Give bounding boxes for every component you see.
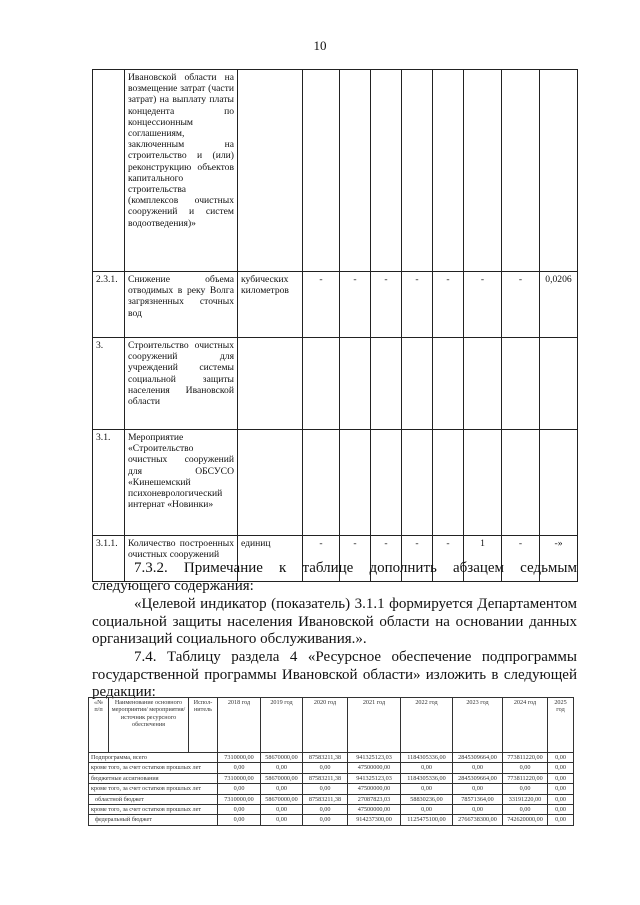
indicator-value: 0,0206 <box>540 272 578 338</box>
indicator-value <box>402 70 433 272</box>
indicator-value: - <box>433 536 464 582</box>
resource-label: федеральный бюджет <box>89 815 218 825</box>
resource-value: 58830236,00 <box>401 794 453 804</box>
indicator-value: 1 <box>464 536 502 582</box>
resource-value: 47500000,00 <box>348 763 401 773</box>
resources-table <box>88 697 574 826</box>
indicator-value: - <box>340 536 371 582</box>
indicator-value <box>340 338 371 430</box>
resource-label: областной бюджет <box>89 794 218 804</box>
resource-row <box>89 763 574 773</box>
resource-label: кроме того, за счет остатков прошлых лет <box>89 805 218 815</box>
page-number: 10 <box>313 38 327 53</box>
indicator-value: - <box>433 272 464 338</box>
indicator-value <box>340 430 371 536</box>
resource-value: 1184305336,00 <box>401 773 453 783</box>
resource-value: 0,00 <box>453 784 503 794</box>
indicator-name: Мероприятие «Строительство очистных сооружений для ОБСУСО «Кинешемский психоневрологический интернат «Новинки» <box>125 430 238 536</box>
resource-value: 0,00 <box>261 805 303 815</box>
resource-value: 0,00 <box>303 784 348 794</box>
indicator-value: - <box>303 536 340 582</box>
indicator-id: 2.3.1. <box>93 272 125 338</box>
indicator-value: - <box>502 536 540 582</box>
resource-value: 0,00 <box>548 784 574 794</box>
resource-value: 87583211,38 <box>303 794 348 804</box>
resource-value: 0,00 <box>218 784 261 794</box>
header-2019: 2019 год <box>261 698 303 753</box>
indicator-row <box>93 70 578 272</box>
indicator-value <box>433 70 464 272</box>
indicator-value <box>502 70 540 272</box>
indicator-unit <box>238 70 303 272</box>
indicator-value <box>540 70 578 272</box>
resource-row <box>89 815 574 825</box>
resource-row <box>89 753 574 763</box>
header-2021: 2021 год <box>348 698 401 753</box>
resource-value: 1125475100,00 <box>401 815 453 825</box>
indicator-value <box>371 338 402 430</box>
indicator-value <box>303 70 340 272</box>
indicator-unit <box>238 338 303 430</box>
resource-value: 1184305336,00 <box>401 753 453 763</box>
resource-value: 0,00 <box>218 763 261 773</box>
resource-value: 47500000,00 <box>348 805 401 815</box>
indicators-table <box>92 69 578 582</box>
resource-value: 58670000,00 <box>261 794 303 804</box>
paragraph-quote: «Целевой индикатор (показатель) 3.1.1 формируется Департаментом социальной защиты населения Ивановской области на основании данных организаций социального обслуживания.». <box>92 596 577 647</box>
resource-value: 78571364,00 <box>453 794 503 804</box>
indicator-value <box>540 430 578 536</box>
indicator-id: 3. <box>93 338 125 430</box>
indicator-row <box>93 338 578 430</box>
resource-value: 2845309664,00 <box>453 773 503 783</box>
paragraph-7-3-2: 7.3.2. Примечание к таблице дополнить абзацем седьмым следующего содержания: <box>92 560 577 594</box>
paragraph-7-4: 7.4. Таблицу раздела 4 «Ресурсное обеспечение подпрограммы государственной программы Ивановской области» изложить в следующей редакции: <box>92 649 577 700</box>
resource-value: 0,00 <box>548 805 574 815</box>
indicator-value: -» <box>540 536 578 582</box>
resource-value: 0,00 <box>303 763 348 773</box>
indicator-value <box>540 338 578 430</box>
resource-value: 773811220,00 <box>503 753 548 763</box>
indicator-value <box>371 430 402 536</box>
indicator-row <box>93 272 578 338</box>
indicator-value <box>340 70 371 272</box>
resources-header-row <box>89 698 574 753</box>
resource-value: 0,00 <box>303 805 348 815</box>
indicator-name: Строительство очистных сооружений для учреждений системы социальной защиты населения Ивановской области <box>125 338 238 430</box>
header-num: «№ п/п <box>89 698 109 753</box>
resource-value: 941325123,03 <box>348 773 401 783</box>
indicator-value: - <box>371 272 402 338</box>
resource-value: 58670000,00 <box>261 753 303 763</box>
header-executor: Испол-нитель <box>189 698 218 753</box>
indicator-value <box>402 338 433 430</box>
indicator-id <box>93 70 125 272</box>
indicator-value: - <box>402 536 433 582</box>
resource-value: 47500000,00 <box>348 784 401 794</box>
header-2025: 2025 год <box>548 698 574 753</box>
indicator-value <box>464 430 502 536</box>
resource-value: 0,00 <box>401 805 453 815</box>
resource-value: 7310000,00 <box>218 773 261 783</box>
resource-value: 0,00 <box>218 805 261 815</box>
resource-value: 0,00 <box>548 753 574 763</box>
indicator-unit: единиц <box>238 536 303 582</box>
resource-value: 33191220,00 <box>503 794 548 804</box>
resource-value: 87583211,38 <box>303 773 348 783</box>
indicator-value <box>502 338 540 430</box>
indicator-value: - <box>464 272 502 338</box>
resource-value: 0,00 <box>503 784 548 794</box>
indicator-value <box>464 338 502 430</box>
resource-value: 742620000,00 <box>503 815 548 825</box>
resource-row <box>89 805 574 815</box>
resource-value: 58670000,00 <box>261 773 303 783</box>
resource-value: 0,00 <box>548 763 574 773</box>
resource-value: 27087823,03 <box>348 794 401 804</box>
resource-value: 0,00 <box>218 815 261 825</box>
resource-value: 914237300,00 <box>348 815 401 825</box>
indicator-value <box>433 430 464 536</box>
indicator-name: Количество построенных очистных сооружений <box>125 536 238 582</box>
indicator-value: - <box>402 272 433 338</box>
resource-value: 0,00 <box>401 784 453 794</box>
resource-value: 7310000,00 <box>218 753 261 763</box>
indicator-id: 3.1.1. <box>93 536 125 582</box>
header-2022: 2022 год <box>401 698 453 753</box>
resource-label: Подпрограмма, всего <box>89 753 218 763</box>
resource-value: 0,00 <box>453 805 503 815</box>
resource-label: кроме того, за счет остатков прошлых лет <box>89 784 218 794</box>
resource-value: 0,00 <box>303 815 348 825</box>
indicator-name: Ивановской области на возмещение затрат (части затрат) на выплату платы концедента по концессионным соглашениям, заключенным на строительство и (или) реконструкцию объектов капитального строительства (комплексов очистных сооружений и систем водоотведения)» <box>125 70 238 272</box>
resource-row <box>89 773 574 783</box>
indicator-value: - <box>303 272 340 338</box>
resource-label: кроме того, за счет остатков прошлых лет <box>89 763 218 773</box>
header-2023: 2023 год <box>453 698 503 753</box>
resource-value: 87583211,38 <box>303 753 348 763</box>
indicator-value: - <box>340 272 371 338</box>
indicator-value: - <box>502 272 540 338</box>
resource-value: 0,00 <box>261 784 303 794</box>
indicator-unit: кубических километров <box>238 272 303 338</box>
indicator-id: 3.1. <box>93 430 125 536</box>
indicator-unit <box>238 430 303 536</box>
resource-value: 0,00 <box>503 805 548 815</box>
resource-value: 0,00 <box>503 763 548 773</box>
indicator-row <box>93 430 578 536</box>
indicator-value <box>303 430 340 536</box>
header-name: Наименование основного мероприятия/ мероприятия/ источник ресурсного обеспечения <box>109 698 189 753</box>
indicator-name: Снижение объема отводимых в реку Волга загрязненных сточных вод <box>125 272 238 338</box>
indicator-value <box>371 70 402 272</box>
resource-value: 2766738300,00 <box>453 815 503 825</box>
header-2024: 2024 год <box>503 698 548 753</box>
resource-label: бюджетные ассигнования <box>89 773 218 783</box>
resource-value: 0,00 <box>401 763 453 773</box>
header-2018: 2018 год <box>218 698 261 753</box>
resource-row <box>89 784 574 794</box>
header-2020: 2020 год <box>303 698 348 753</box>
indicator-value <box>502 430 540 536</box>
indicator-value <box>464 70 502 272</box>
resource-value: 0,00 <box>261 763 303 773</box>
indicator-value <box>303 338 340 430</box>
indicator-value: - <box>371 536 402 582</box>
indicator-value <box>402 430 433 536</box>
resource-value: 7310000,00 <box>218 794 261 804</box>
resource-row <box>89 794 574 804</box>
resource-value: 0,00 <box>453 763 503 773</box>
resource-value: 0,00 <box>548 815 574 825</box>
resource-value: 773811220,00 <box>503 773 548 783</box>
resource-value: 0,00 <box>548 794 574 804</box>
indicator-value <box>433 338 464 430</box>
resource-value: 0,00 <box>261 815 303 825</box>
resource-value: 941325123,03 <box>348 753 401 763</box>
resource-value: 0,00 <box>548 773 574 783</box>
resource-value: 2845309664,00 <box>453 753 503 763</box>
